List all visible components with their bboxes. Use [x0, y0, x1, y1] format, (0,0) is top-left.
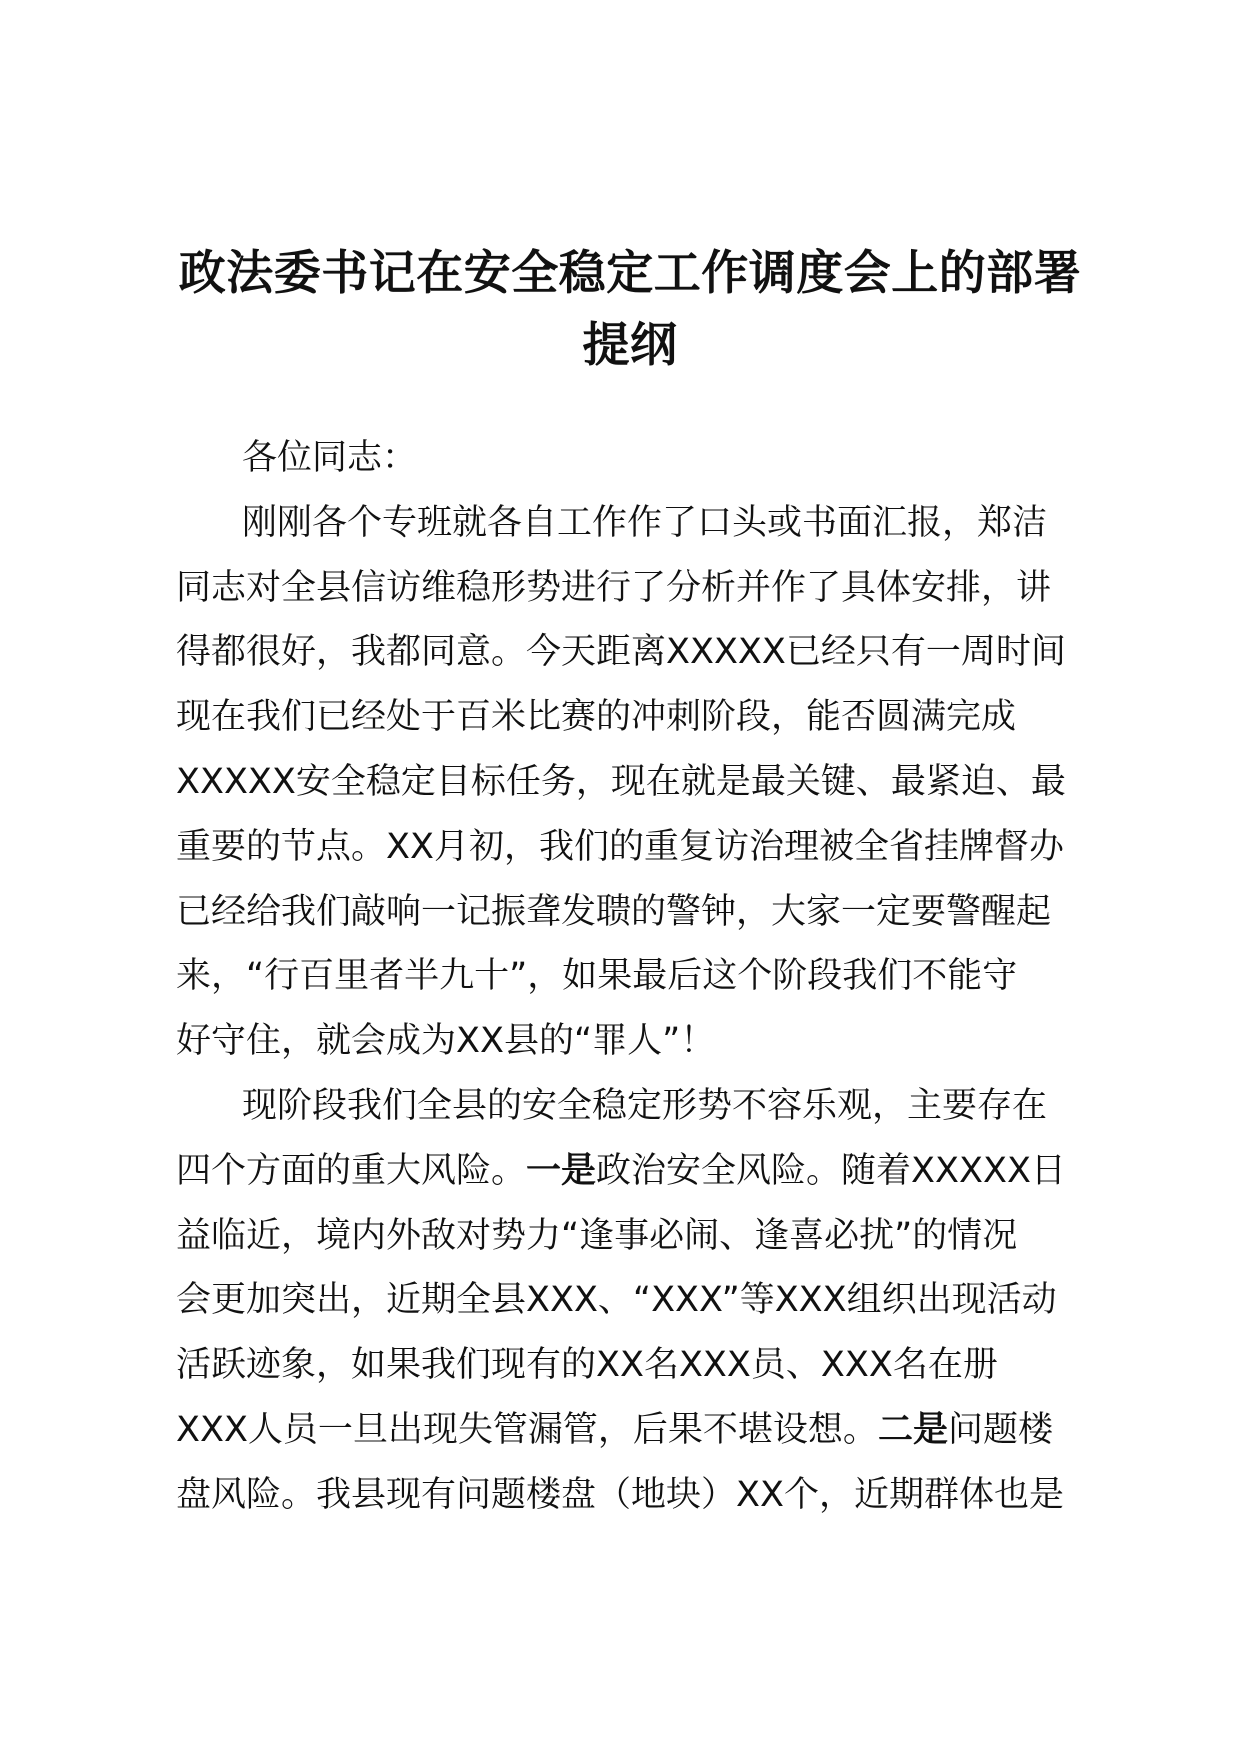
paragraph-1-line: 得都很好，我都同意。今天距离XXXXX已经只有一周时间 [176, 632, 1066, 673]
paragraph-1-line: 同志对全县信访维稳形势进行了分析并作了具体安排，讲 [176, 567, 1052, 608]
paragraph-2-text: XXX人员一旦出现失管漏管，后果不堪设想。 [176, 1409, 878, 1450]
paragraph-1-line: 好守住，就会成为XX县的“罪人”！ [176, 1021, 716, 1062]
salutation: 各位同志： [242, 438, 418, 478]
paragraph-1-line: 重要的节点。XX月初，我们的重复访治理被全省挂牌督办 [176, 826, 1064, 867]
paragraph-1-line: 已经给我们敲响一记振聋发聩的警钟，大家一定要警醒起 [176, 891, 1052, 932]
paragraph-1-line: 现在我们已经处于百米比赛的冲刺阶段，能否圆满完成 [176, 697, 1017, 738]
paragraph-1-line: 刚刚各个专班就各自工作作了口头或书面汇报，郑洁 [242, 502, 1048, 543]
paragraph-1-line: 来，“行百里者半九十”，如果最后这个阶段我们不能守 [176, 956, 1018, 997]
paragraph-2-line: 盘风险。我县现有问题楼盘（地块）XX个，近期群体也是 [176, 1474, 1064, 1515]
document-title [150, 238, 1110, 382]
title-line-1: 政法委书记在安全稳定工作调度会上的部署 [178, 246, 1082, 301]
paragraph-1-line: XXXXX安全稳定目标任务，现在就是最关键、最紧迫、最 [176, 761, 1066, 802]
paragraph-2-text: 问题楼 [947, 1409, 1053, 1450]
paragraph-2-line [176, 1398, 1106, 1463]
paragraph-2-line: 会更加突出，近期全县XXX、“XXX”等XXX组织出现活动 [176, 1280, 1057, 1321]
paragraph-2-line: 现阶段我们全县的安全稳定形势不容乐观，主要存在 [242, 1085, 1048, 1126]
document-body [176, 426, 1106, 1528]
paragraph-2-line: 活跃迹象，如果我们现有的XX名XXX员、XXX名在册 [176, 1345, 998, 1386]
point-one-label: 一是 [526, 1150, 597, 1191]
title-line-2: 提纲 [582, 318, 678, 373]
point-two-label: 二是 [877, 1409, 948, 1450]
paragraph-2-line: 益临近，境内外敌对势力“逢事必闹、逢喜必扰”的情况 [176, 1215, 1018, 1256]
paragraph-2-text: 四个方面的重大风险。 [176, 1150, 527, 1191]
paragraph-2-line [176, 1139, 1106, 1204]
paragraph-2-text: 政治安全风险。随着XXXXX日 [596, 1150, 1066, 1191]
